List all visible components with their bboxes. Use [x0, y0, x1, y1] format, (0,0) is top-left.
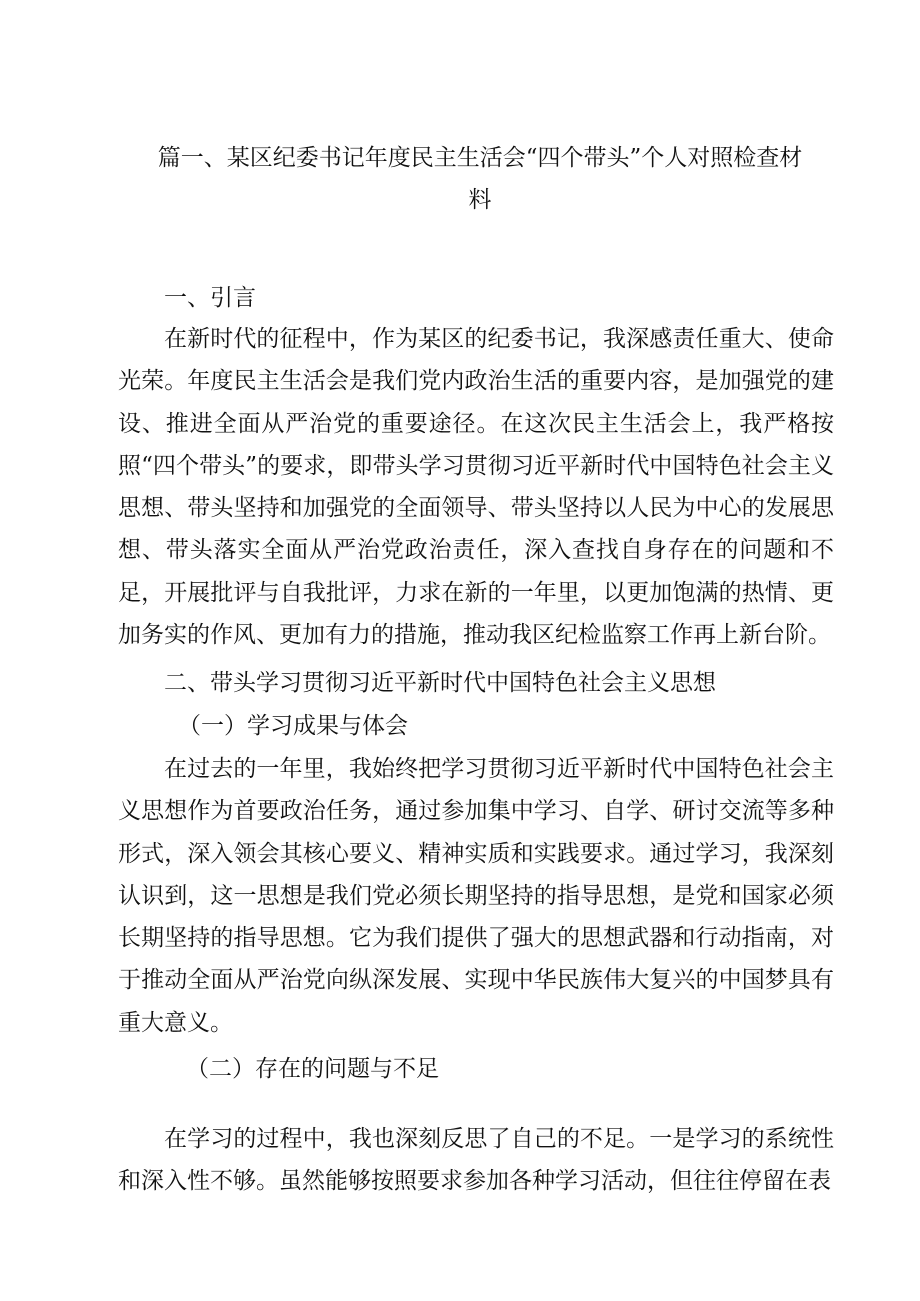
subsection1-heading: （一）学习成果与体会 [178, 713, 408, 739]
subsection2-heading: （二）存在的问题与不足 [186, 1056, 439, 1082]
subsection1-paragraph: 在过去的一年里，我始终把学习贯彻习近平新时代中国特色社会主义思想作为首要政治任务，通过参加集中学习、自学、研讨交流等多种形式，深入领会其核心要义、精神实质和实践要求。通过学习，我深刻认识到，这一思想是我们党必须长期坚持的指导思想，是党和国家必须长期坚持的指导思想。它为我们提供了强大的思想武器和行动指南，对于推动全面从严治党向纵深发展、实现中华民族伟大复兴的中国梦具有重大意义。 [118, 756, 834, 1036]
section1-paragraph: 在新时代的征程中，作为某区的纪委书记，我深感责任重大、使命光荣。年度民主生活会是我们党内政治生活的重要内容，是加强党的建设、推进全面从严治党的重要途径。在这次民主生活会上，我严格按照“四个带头”的要求，即带头学习贯彻习近平新时代中国特色社会主义思想、带头坚持和加强党的全面领导、带头坚持以人民为中心的发展思想、带头落实全面从严治党政治责任，深入查找自身存在的问题和不足，开展批评与自我批评，力求在新的一年里，以更加饱满的热情、更加务实的作风、更加有力的措施，推动我区纪检监察工作再上新台阶。 [118, 326, 834, 649]
document-title-line1: 篇一、某区纪委书记年度民主生活会“四个带头”个人对照检查材 [157, 145, 803, 171]
section2-heading: 二、带头学习贯彻习近平新时代中国特色社会主义思想 [164, 670, 716, 696]
section1-heading: 一、引言 [164, 285, 256, 311]
subsection2-paragraph: 在学习的过程中，我也深刻反思了自己的不足。一是学习的系统性和深入性不够。虽然能够按照要求参加各种学习活动，但往往停留在表 [118, 1126, 834, 1195]
document-title-line2: 料 [468, 187, 492, 213]
